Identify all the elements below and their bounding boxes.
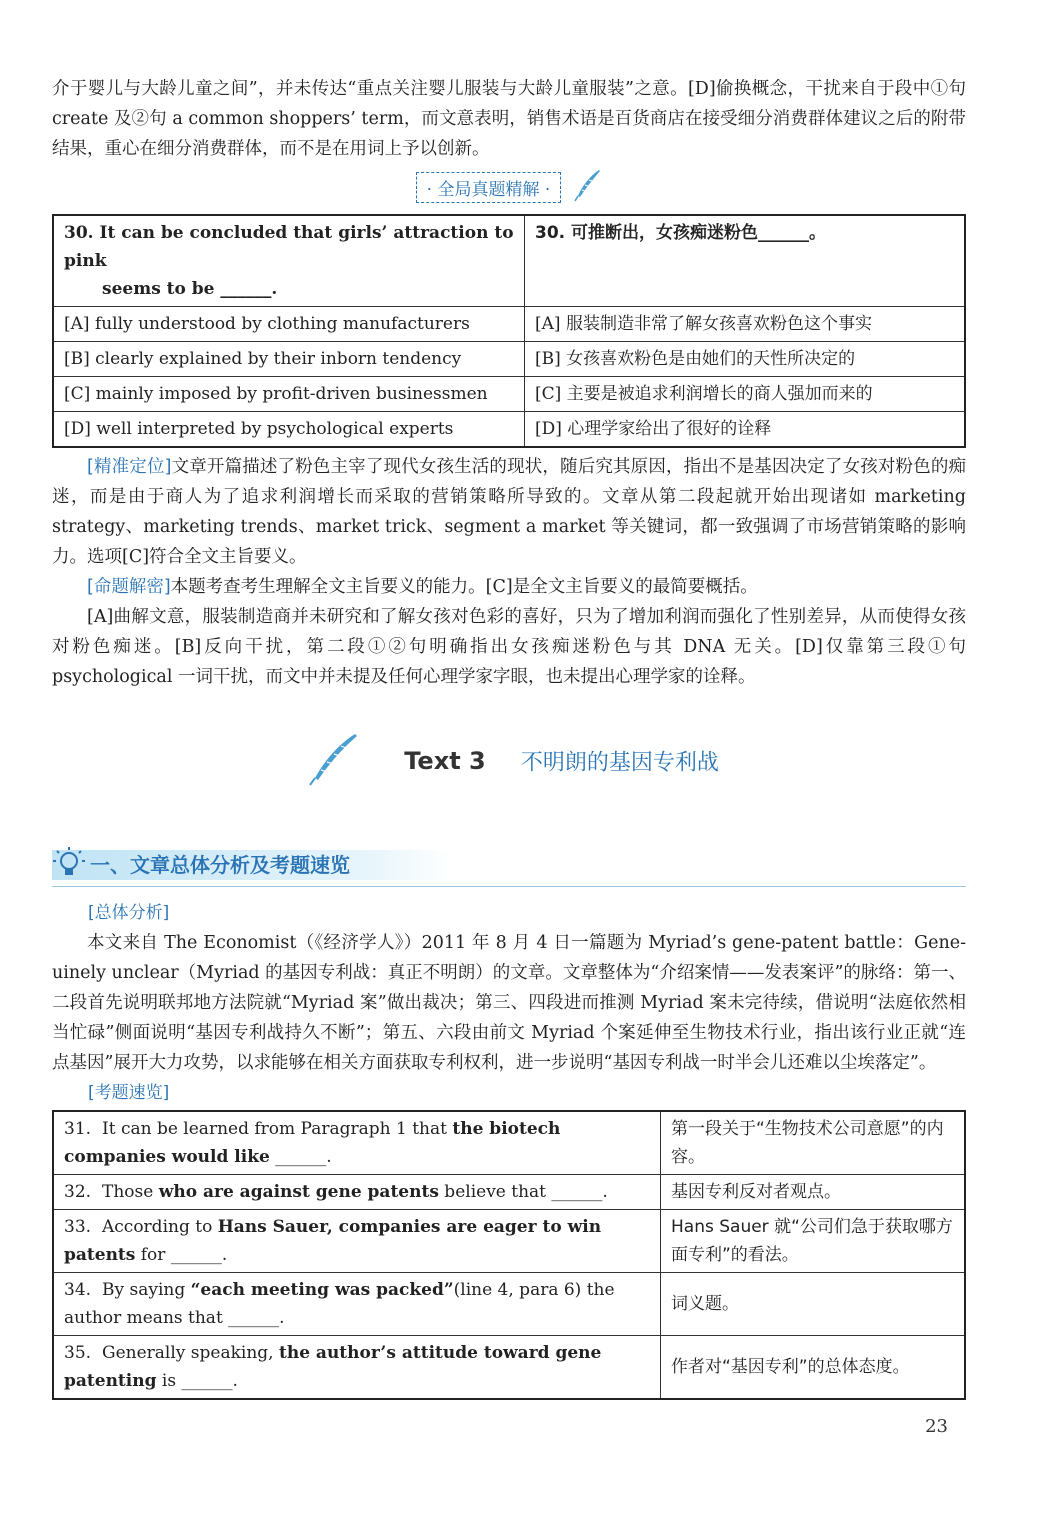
q30-en-stem: 30. It can be concluded that girls’ attraction to pink seems to be ______.: [53, 215, 525, 307]
quill-icon: [572, 168, 602, 206]
table-row: [53, 1175, 965, 1210]
q30-option-c-cn: [C] 主要是被追求利润增长的商人强加而来的: [525, 377, 966, 412]
table-row: [53, 1273, 965, 1336]
q32-cn: 基因专利反对者观点。: [661, 1175, 966, 1210]
precise-location-text: 文章开篇描述了粉色主宰了现代女孩生活的现状，随后究其原因，指出不是基因决定了女孩对粉色的痴迷，而是由于商人为了追求利润增长而采取的营销策略所导致的。文章从第二段起就开始出现诸如 marketing strategy、marketing trends、market trick、segment a market 等关键词，都一致强调了市场营销策略的影响力。选项[C]符合全文主旨要义。: [52, 457, 967, 567]
q30-option-d-en: [D] well interpreted by psychological experts: [53, 412, 525, 448]
section-one-header: [52, 848, 966, 884]
section-one-divider: [52, 886, 966, 887]
decode-text: 本题考查考生理解全文主旨要义的能力。[C]是全文主旨要义的最简要概括。: [170, 577, 758, 597]
q30-cn-stem: 30. 可推断出，女孩痴迷粉色______。: [525, 215, 966, 307]
q35-en: 35. Generally speaking, the author’s attitude toward gene patenting is ______.: [53, 1336, 661, 1400]
q35-cn: 作者对“基因专利”的总体态度。: [661, 1336, 966, 1400]
q30-option-a-cn: [A] 服装制造非常了解女孩喜欢粉色这个事实: [525, 307, 966, 342]
q30-option-a-en: [A] fully understood by clothing manufacturers: [53, 307, 525, 342]
page-content: [52, 74, 966, 1400]
text3-label: Text 3: [404, 747, 486, 775]
table-row: [53, 1336, 965, 1400]
q33-cn: Hans Sauer 就“公司们急于获取哪方面专利”的看法。: [661, 1210, 966, 1273]
q30-option-c-en: [C] mainly imposed by profit-driven businessmen: [53, 377, 525, 412]
question-preview-tag: [考题速览]: [88, 1083, 170, 1103]
section-one-title: 一、文章总体分析及考题速览: [90, 853, 350, 877]
decode-tag: [命题解密]: [87, 577, 171, 597]
q33-en: 33. According to Hans Sauer, companies are eager to win patents for ______.: [53, 1210, 661, 1273]
q30-option-d-cn: [D] 心理学家给出了很好的诠释: [525, 412, 966, 448]
quill-icon: [305, 732, 359, 790]
precise-location-tag: [精准定位]: [87, 457, 172, 477]
lightbulb-icon: [52, 846, 86, 886]
q31-cn: 第一段关于“生物技术公司意愿”的内容。: [661, 1111, 966, 1175]
section-banner: [52, 168, 966, 206]
overall-analysis-tag: [总体分析]: [88, 903, 170, 923]
text3-title: 不明朗的基因专利战: [520, 750, 719, 776]
q31-en: 31. It can be learned from Paragraph 1 that the biotech companies would like ______.: [53, 1111, 661, 1175]
q32-en: 32. Those who are against gene patents believe that ______.: [53, 1175, 661, 1210]
intro-paragraph: 介于婴儿与大龄儿童之间”，并未传达“重点关注婴儿服装与大龄儿童服装”之意。[D]偷换概念，干扰来自于段中①句 create 及②句 a common shoppers’ term，而文意表明，销售术语是百货商店在接受细分消费群体建议之后的附带结果，重心在细分消费群体，而不是在用词上予以创新。: [52, 79, 966, 159]
overall-analysis-text: 本文来自 The Economist（《经济学人》）2011 年 8 月 4 日一篇题为 Myriad’s gene-patent battle：Gene-uinely unclear（Myriad 的基因专利战：真正不明朗）的文章。文章整体为“介绍案情——发表案评”的脉络：第一、二段首先说明联邦地方法院就“Myriad 案”做出裁决；第三、四段进而推测 Myriad 案未完待续，借说明“法庭依然相当忙碌”侧面说明“基因专利战持久不断”；第五、六段由前文 Myriad 个案延伸至生物技术行业，指出该行业正就“连点基因”展开大力攻势，以求能够在相关方面获取专利权利，进一步说明“基因专利战一时半会儿还难以尘埃落定”。: [52, 933, 966, 1073]
section-banner-label: · 全局真题精解 ·: [416, 172, 562, 203]
precise-location-paragraph: [52, 452, 966, 572]
table-row: [53, 1111, 965, 1175]
question-preview-table: [52, 1110, 966, 1400]
q34-cn: 词义题。: [661, 1273, 966, 1336]
distractor-paragraph: [A]曲解文意，服装制造商并未研究和了解女孩对色彩的喜好，只为了增加利润而强化了性别差异，从而使得女孩对粉色痴迷。[B]反向干扰，第二段①②句明确指出女孩痴迷粉色与其 DNA 无关。[D]仅靠第三段①句 psychological 一词干扰，而文中并未提及任何心理学家字眼，也未提出心理学家的诠释。: [52, 607, 966, 687]
table-row: [53, 1210, 965, 1273]
question-30-table: [52, 214, 966, 448]
q30-option-b-cn: [B] 女孩喜欢粉色是由她们的天性所决定的: [525, 342, 966, 377]
decode-paragraph: [52, 572, 966, 602]
text3-heading: [52, 732, 966, 792]
q34-en: 34. By saying “each meeting was packed”(line 4, para 6) the author means that ______.: [53, 1273, 661, 1336]
page-number: 23: [925, 1416, 948, 1437]
q30-option-b-en: [B] clearly explained by their inborn tendency: [53, 342, 525, 377]
